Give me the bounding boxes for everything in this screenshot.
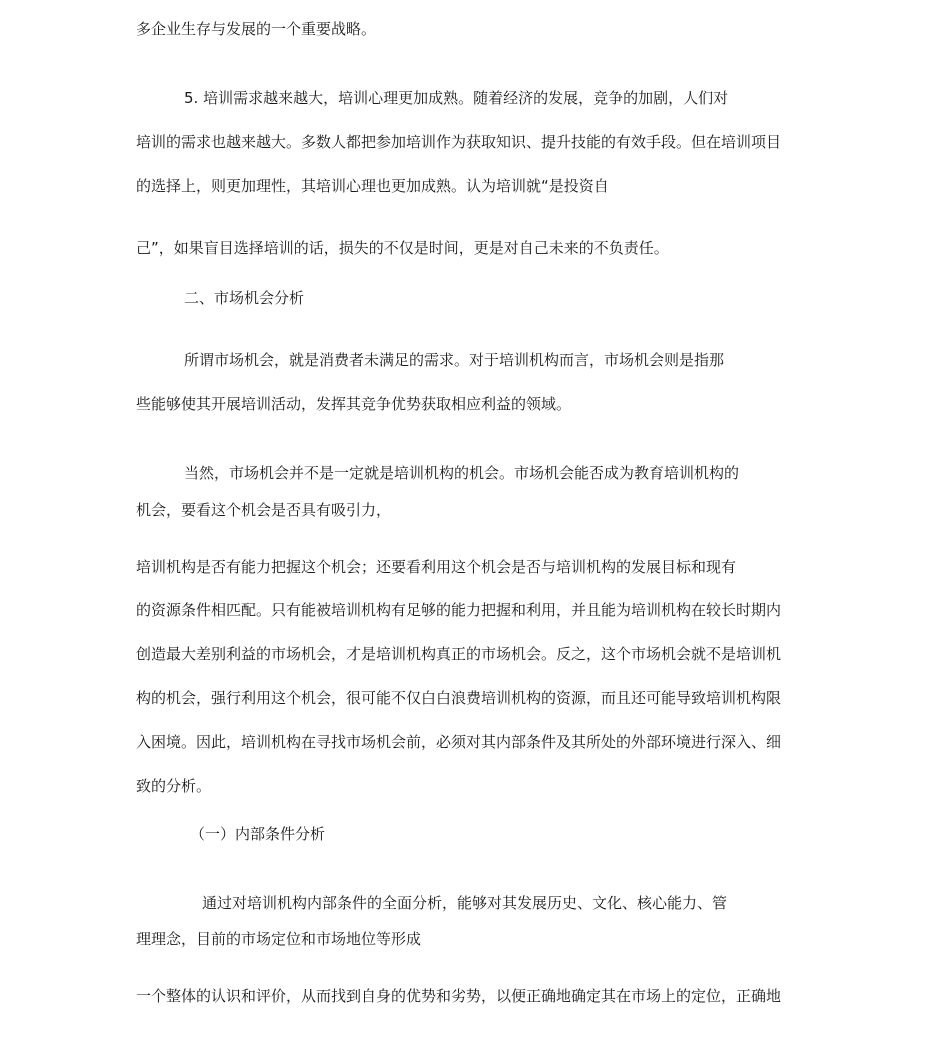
text-line: 一个整体的认识和评价，从而找到自身的优势和劣势，以便正确地确定其在市场上的定位，正确地	[136, 987, 782, 1005]
text-line: 理理念，目前的市场定位和市场地位等形成	[136, 930, 422, 948]
text-line: 致的分析。	[136, 777, 212, 795]
text-line: 构的机会，强行利用这个机会，很可能不仅白白浪费培训机构的资源，而且还可能导致培训机构限	[136, 689, 782, 707]
text-line: 培训的需求也越来越大。多数人都把参加培训作为获取知识、提升技能的有效手段。但在培训项目	[136, 133, 782, 151]
text-line: 的资源条件相匹配。只有能被培训机构有足够的能力把握和利用，并且能为培训机构在较长时期内	[136, 601, 782, 619]
text-line: 些能够使其开展培训活动，发挥其竞争优势获取相应利益的领域。	[136, 395, 572, 413]
section-heading: 二、市场机会分析	[184, 289, 305, 307]
text-line: 培训机构是否有能力把握这个机会；还要看利用这个机会是否与培训机构的发展目标和现有	[136, 558, 737, 576]
paragraph-line: 所谓市场机会，就是消费者未满足的需求。对于培训机构而言，市场机会则是指那	[184, 351, 725, 369]
paragraph-line: 当然，市场机会并不是一定就是培训机构的机会。市场机会能否成为教育培训机构的	[184, 464, 740, 482]
text-line: 入困境。因此，培训机构在寻找市场机会前，必须对其内部条件及其所处的外部环境进行深入、细	[136, 733, 782, 751]
paragraph-line: 通过对培训机构内部条件的全面分析，能够对其发展历史、文化、核心能力、管	[202, 894, 728, 912]
text-line: 创造最大差别利益的市场机会，才是培训机构真正的市场机会。反之，这个市场机会就不是培训机	[136, 645, 782, 663]
numbered-paragraph-line: 5. 培训需求越来越大，培训心理更加成熟。随着经济的发展，竞争的加剧，人们对	[184, 89, 729, 107]
subsection-heading: （一）内部条件分析	[190, 825, 326, 843]
text-line: 机会，要看这个机会是否具有吸引力，	[136, 501, 392, 519]
text-line: 的选择上，则更加理性，其培训心理也更加成熟。认为培训就“是投资自	[136, 177, 609, 195]
text-line: 己”，如果盲目选择培训的话，损失的不仅是时间，更是对自己未来的不负责任。	[136, 239, 669, 257]
text-line: 多企业生存与发展的一个重要战略。	[136, 20, 377, 38]
